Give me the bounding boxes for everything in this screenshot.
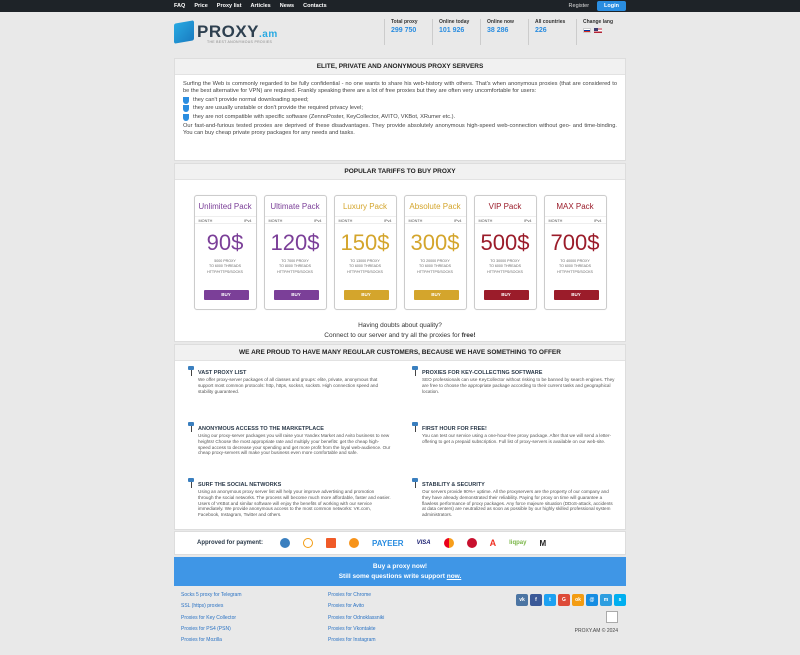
stat-online-now — [480, 19, 528, 45]
plan-protocol: IPv4 — [243, 219, 252, 223]
nav-articles[interactable]: Articles — [250, 3, 271, 9]
bullet-text: they are not compatible with specific software (ZennoPoster, KeyCollector, AVITO, VKBot, XRumer etc.). — [193, 113, 456, 120]
intro-title: ELITE, PRIVATE AND ANONYMOUS PROXY SERVERS — [175, 59, 625, 75]
mail-ru-icon[interactable]: @ — [586, 594, 598, 606]
footer-link[interactable]: Proxies for Chrome — [328, 592, 372, 598]
plan-protocol: IPv4 — [383, 219, 392, 223]
register-link[interactable]: Register — [568, 3, 590, 9]
plan-detail: TO 6000 THREADS — [418, 264, 452, 269]
list-item — [183, 114, 617, 121]
odnoklassniki-icon[interactable]: ok — [572, 594, 584, 606]
pin-icon — [411, 422, 419, 432]
features-grid — [175, 361, 625, 534]
mastercard-icon — [444, 538, 454, 548]
lang-switcher — [576, 19, 616, 45]
moi-mir-icon[interactable]: m — [600, 594, 612, 606]
feature-text: Using our proxy-server packages you will raise your Yandex Market and Avito business to new heights! Choose the most appropriate rate and multiply your benefits: get the cheap high-speed access to decrease your spending and get more profit from the loyal web-audience. Our cheap proxy-servers will make your business even more comfortable and safe. — [198, 433, 391, 456]
plan-detail: TO 6000 THREADS — [488, 264, 522, 269]
plan-card — [544, 195, 607, 310]
nav-news[interactable]: News — [279, 3, 295, 9]
buy-button[interactable]: BUY — [414, 290, 459, 300]
qiwi-icon — [303, 538, 313, 548]
payment-label: Approved for payment: — [197, 540, 264, 546]
feature-text: Using an anonymous proxy server list will help your improve advertising and promotion through the social networks. The process will become much more affordable, faster and easier. Users of VKBot and similar software will enjoy the benefits of working with our service immediately. We provide anonymous access to the most common networks: VK.com, Facebook, Instagram, Twitter and others. — [198, 489, 391, 518]
feature-title: PROXIES FOR KEY-COLLECTING SOFTWARE — [422, 370, 543, 376]
plan-protocol: IPv4 — [523, 219, 532, 223]
plan-card — [194, 195, 257, 310]
list-item — [183, 105, 617, 112]
cta-now-link[interactable]: now. — [446, 572, 462, 580]
intro-paragraph: Surfing the Web is commonly regarded to be fully confidential - no one wants to share his web-history with others. That's when anonymous proxies (that are considered to be the best alternative for VPN) are required. Frankly speaking there are a lot of free proxies but they are often very uncomfortable for users: — [183, 81, 617, 94]
cta-line-2: Still some questions write support — [338, 572, 445, 580]
plan-detail: HTTP/HTTPS/SOCKS — [557, 269, 593, 274]
plan-detail: TO 6000 THREADS — [208, 264, 242, 269]
plan-name: Absolute Pack — [409, 202, 461, 211]
list-item — [183, 97, 617, 104]
feature-item — [187, 366, 391, 422]
feature-title: SURF THE SOCIAL NETWORKS — [198, 482, 282, 488]
top-nav — [174, 3, 327, 9]
plan-name: Unlimited Pack — [198, 202, 252, 211]
lang-label: Change lang — [583, 19, 614, 25]
stat-total-proxy — [384, 19, 432, 45]
stat-value: 101 926 — [439, 27, 465, 34]
perfect-money-icon — [467, 538, 477, 548]
logo[interactable] — [174, 22, 364, 42]
nav-price[interactable]: Price — [194, 3, 208, 9]
top-bar — [0, 0, 800, 12]
doubt-text — [175, 321, 625, 341]
plan-period: MONTH — [478, 219, 493, 223]
plan-detail: TO 20000 PROXY — [420, 259, 450, 263]
feature-text: SEO professionals can use KeyCollector without risking to be banned by search engines. They are free to choose the appropriate package according to their current tasks and geographical location. — [422, 377, 615, 394]
skype-icon[interactable]: s — [614, 594, 626, 606]
doubt-free: free! — [461, 332, 476, 339]
russian-flag-icon[interactable] — [583, 28, 591, 33]
stat-label: Online now — [487, 19, 514, 25]
buy-button[interactable]: BUY — [274, 290, 319, 300]
footer-link[interactable]: Proxies for Avito — [328, 603, 365, 610]
buy-button[interactable]: BUY — [204, 290, 249, 300]
plan-card — [334, 195, 397, 310]
feature-title: FIRST HOUR FOR FREE! — [422, 426, 487, 432]
logo-suffix: .am — [259, 29, 278, 40]
plan-card — [264, 195, 327, 310]
plan-price: 500$ — [480, 230, 530, 255]
plan-name: Ultimate Pack — [270, 202, 320, 211]
feature-text: We offer proxy-server packages of all classes and groups: elite, private, anonymous that support most common protocols: http, https, socks4, socks5. High connection speed and stability guaranteed. — [198, 377, 379, 394]
plan-detail: TO 6000 THREADS — [558, 264, 592, 269]
intro-panel — [174, 58, 626, 161]
stats — [384, 19, 616, 45]
logo-cube-icon — [174, 20, 194, 44]
plan-name: VIP Pack — [488, 202, 522, 211]
cta-line-1: Buy a proxy now! — [372, 563, 428, 570]
plan-detail: TO 8000 THREADS — [278, 264, 312, 269]
plan-detail: HTTP/HTTPS/SOCKS — [277, 269, 313, 274]
doubt-line-1: Having doubts about quality? — [358, 322, 442, 329]
feature-item — [411, 422, 615, 478]
stat-value: 38 286 — [487, 27, 509, 34]
bullet-text: they are usually unstable or don't provide the required privacy level; — [193, 105, 363, 111]
feature-item — [411, 366, 615, 422]
plan-detail: HTTP/HTTPS/SOCKS — [417, 269, 453, 274]
footer-link[interactable]: Proxies for Vkontakte — [328, 625, 376, 632]
pin-icon — [187, 478, 195, 488]
feature-title: VAST PROXY LIST — [198, 370, 247, 376]
logo-tagline: THE BEST ANONYMOUS PROXIES — [207, 40, 273, 44]
plan-protocol: IPv4 — [313, 219, 322, 223]
buy-button[interactable]: BUY — [484, 290, 529, 300]
vk-icon[interactable]: vk — [516, 594, 528, 606]
footer-link[interactable]: Proxies for Instagram — [328, 637, 376, 644]
pin-icon — [187, 366, 195, 376]
stat-all-countries — [528, 19, 576, 45]
nav-contacts[interactable]: Contacts — [303, 3, 327, 9]
plan-detail: HTTP/HTTPS/SOCKS — [347, 269, 383, 274]
social-buttons — [468, 594, 626, 606]
footer — [174, 590, 626, 650]
plan-period: MONTH — [548, 219, 563, 223]
feature-text: Our servers provide 90%+ uptime. All the proxyservers are the property of our company and they have already demonstrated their reliability. Paying for proxy on time will guarantee a flawless performance of proxy packages. Any force majeure situation (DDoS-attack, accidents at data centers) are neutralized as soon as possible by our highly skilled professional system administrators. — [422, 489, 613, 518]
doubt-line-2: Connect to our server and try all the proxies for — [324, 332, 460, 339]
plan-price: 700$ — [550, 230, 600, 255]
shield-icon — [183, 114, 189, 121]
buy-button[interactable]: BUY — [344, 290, 389, 300]
nav-proxy-list[interactable]: Proxy list — [216, 3, 242, 9]
stat-label: All countries — [535, 19, 566, 25]
bullet-text: they can't provide normal downloading speed; — [193, 96, 309, 103]
feature-item — [187, 422, 391, 478]
stat-label: Online today — [439, 19, 470, 25]
intro-paragraph-2: Our fast-and-furious tested proxies are deprived of these disadvantages. They provide absolutely anonymous high-speed web-connection without geo- and time-binding. You can buy cheap private proxy packages for any needs and tasks. — [183, 122, 617, 136]
counter-box — [606, 611, 618, 623]
payment-panel — [174, 531, 626, 555]
alfa-bank-logo: А — [489, 538, 497, 548]
plan-price: 300$ — [410, 230, 460, 255]
stat-value: 226 — [535, 27, 547, 34]
plan-protocol: IPv4 — [453, 219, 462, 223]
login-button[interactable]: Login — [597, 1, 626, 11]
plan-detail: TO 30000 PROXY — [490, 259, 520, 263]
plan-period: MONTH — [338, 219, 353, 223]
footer-link[interactable]: Proxies for Odnoklassniki — [328, 614, 385, 621]
webmoney-icon — [280, 538, 290, 548]
plan-price: 90$ — [206, 230, 244, 255]
footer-link[interactable]: SSL (https) proxies — [181, 603, 224, 610]
nav-faq[interactable]: FAQ — [174, 3, 186, 9]
plans-list — [175, 180, 625, 310]
plan-name: Luxury Pack — [342, 202, 388, 211]
plan-card — [404, 195, 467, 310]
feature-item — [187, 478, 391, 534]
plan-period: MONTH — [268, 219, 283, 223]
plan-detail: TO 6000 THREADS — [348, 264, 382, 269]
feature-text: You can test our service using a one-hour-free proxy package. After that we will send a letter-offering to get a prepaid subscription. Full list of proxy-servers is available on our web-site. — [422, 433, 612, 444]
stat-value: 299 750 — [391, 27, 417, 34]
header — [174, 12, 626, 52]
shield-icon — [183, 97, 189, 104]
features-panel — [174, 344, 626, 530]
pin-icon — [411, 366, 419, 376]
tariffs-panel — [174, 163, 626, 342]
plan-detail: 5000 PROXY — [214, 259, 236, 263]
plan-name: MAX Pack — [556, 202, 594, 211]
plan-detail: TO 7000 PROXY — [281, 259, 309, 263]
facebook-icon[interactable]: f — [530, 594, 542, 606]
footer-column-2 — [321, 590, 468, 650]
logo-main: PROXY — [197, 22, 260, 41]
plan-card — [474, 195, 537, 310]
buy-button[interactable]: BUY — [554, 290, 599, 300]
shield-icon — [183, 105, 189, 112]
features-title: WE ARE PROUD TO HAVE MANY REGULAR CUSTOMERS, BECAUSE WE HAVE SOMETHING TO OFFER — [175, 345, 625, 361]
feature-title: STABILITY & SECURITY — [422, 482, 485, 488]
plan-period: MONTH — [408, 219, 423, 223]
plan-price: 120$ — [270, 230, 320, 255]
stat-online-today — [432, 19, 480, 45]
liqpay-logo: liqpay — [509, 540, 527, 546]
plan-price: 150$ — [340, 230, 390, 255]
plan-detail: TO 40000 PROXY — [560, 259, 590, 263]
google-plus-icon[interactable]: G — [558, 594, 570, 606]
footer-column-1 — [174, 590, 321, 650]
plan-period: MONTH — [198, 219, 213, 223]
feature-title: ANONYMOUS ACCESS TO THE MARKETPLACE — [198, 426, 324, 432]
tariffs-title: POPULAR TARIFFS TO BUY PROXY — [175, 164, 625, 180]
feature-item — [411, 478, 615, 534]
footer-link[interactable]: Proxies for PS4 (PSN) — [181, 625, 231, 632]
plan-detail: TO 13000 PROXY — [350, 259, 380, 263]
yandex-money-icon — [326, 538, 336, 548]
visa-logo: VISA — [416, 540, 431, 546]
english-flag-icon[interactable] — [594, 28, 602, 33]
plan-detail: HTTP/HTTPS/SOCKS — [207, 269, 243, 274]
bitcoin-icon — [349, 538, 359, 548]
copyright: PROXY.AM © 2024 — [574, 628, 618, 634]
footer-link[interactable]: Socks 5 proxy for Telegram — [181, 592, 242, 598]
footer-link[interactable]: Proxies for Mozilla — [181, 637, 222, 644]
pin-icon — [411, 478, 419, 488]
m-logo-icon: M — [539, 538, 547, 548]
payeer-logo: PAYEER — [372, 538, 404, 548]
cta-banner[interactable] — [174, 557, 626, 586]
footer-link[interactable]: Proxies for Key Collector — [181, 614, 237, 621]
plan-protocol: IPv4 — [593, 219, 602, 223]
plan-detail: HTTP/HTTPS/SOCKS — [487, 269, 523, 274]
stat-label: Total proxy — [391, 19, 418, 25]
pin-icon — [187, 422, 195, 432]
twitter-icon[interactable]: t — [544, 594, 556, 606]
